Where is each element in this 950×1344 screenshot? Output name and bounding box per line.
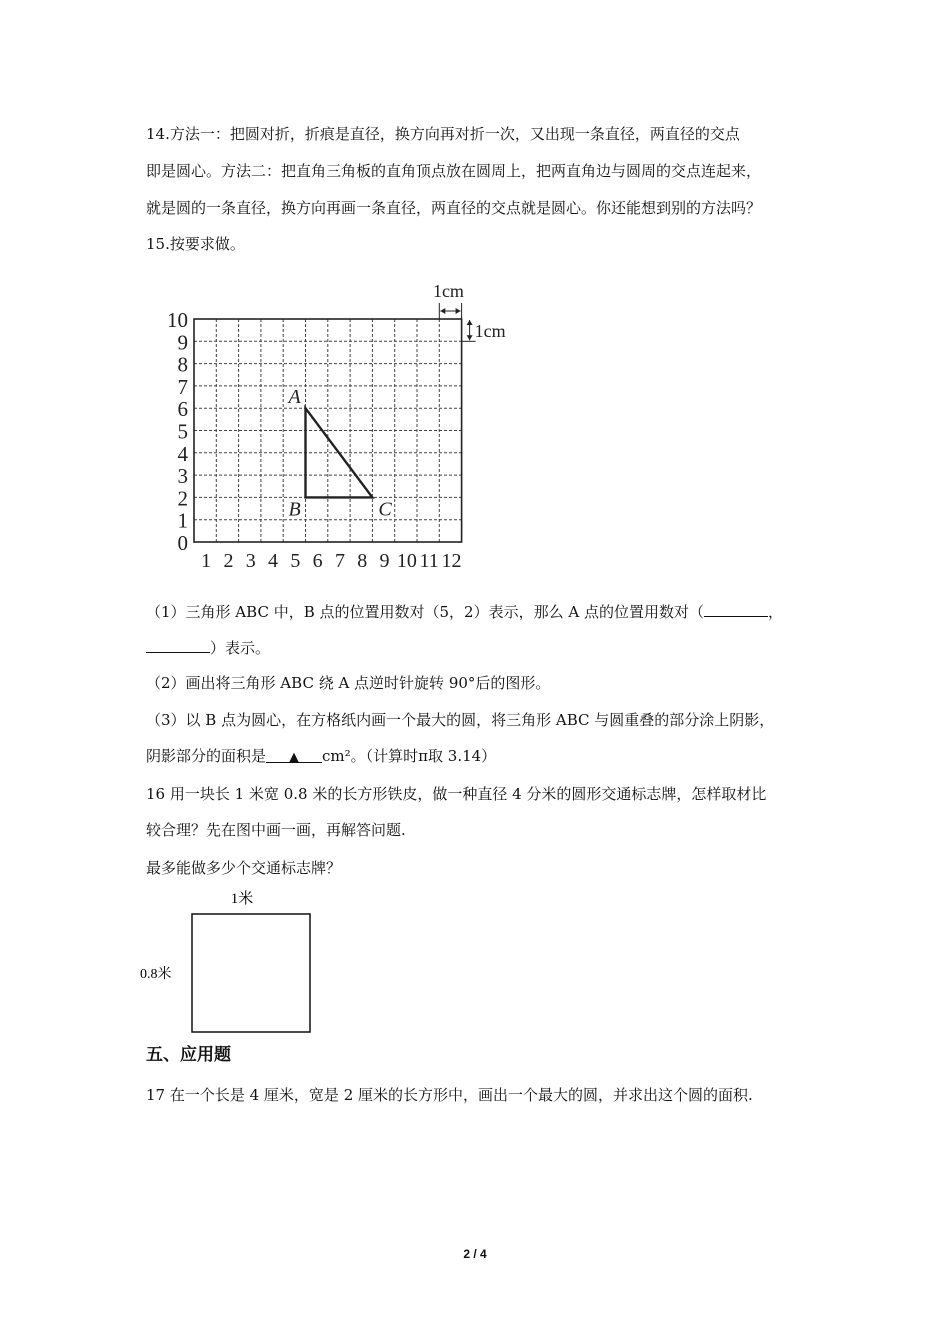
y-axis-labels: [167, 308, 189, 555]
q15-part1-text-c: ）表示。: [210, 639, 271, 657]
vertex-label-a: A: [288, 386, 301, 409]
x-axis-labels: [201, 550, 461, 572]
iron-sheet-rectangle: [192, 914, 310, 1032]
q14-line-3: 就是圆的一条直径，换方向再画一条直径，两直径的交点就是圆心。你还能想到别的方法吗？: [146, 199, 762, 217]
q15-part2: （2）画出将三角形 ABC 绕 A 点逆时针旋转 90°后的图形。: [146, 674, 551, 692]
y-tick-label: 10: [167, 308, 188, 332]
q15-part3-text-b: cm²。（计算时π取 3.14）: [322, 747, 497, 765]
y-tick-label: 2: [177, 486, 188, 511]
q15-part1-line1: [146, 600, 783, 622]
triangle-mark-icon: ▲: [289, 750, 300, 765]
q16-line-1: 16 用一块长 1 米宽 0.8 米的长方形铁皮，做一种直径 4 分米的圆形交通标志牌，怎样取材比: [146, 785, 767, 803]
x-tick-label: 8: [357, 550, 368, 572]
y-tick-label: 0: [177, 531, 188, 555]
x-tick-label: 9: [379, 550, 390, 572]
answer-blank-area[interactable]: [266, 746, 322, 763]
x-tick-label: 12: [441, 550, 462, 572]
y-tick-label: 3: [177, 464, 188, 489]
rect-width-label: 1米: [230, 891, 254, 907]
triangle-abc: [287, 386, 393, 520]
x-tick-label: 5: [290, 550, 301, 572]
y-tick-label: 8: [177, 352, 188, 377]
x-tick-label: 7: [334, 550, 345, 572]
q16-line-3: 最多能做多少个交通标志牌？: [146, 859, 342, 877]
unit-h-label: 1cm: [432, 281, 464, 301]
rectangle-figure: [138, 882, 328, 1038]
q15-part1-text-a: （1）三角形 ABC 中，B 点的位置用数对（5，2）表示，那么 A 点的位置用数对（: [146, 603, 704, 621]
rect-height-label: 0.8米: [140, 967, 172, 982]
vertex-label-c: C: [378, 498, 392, 521]
unit-v-arrowhead-bottom: [467, 335, 473, 340]
y-tick-label: 7: [177, 374, 188, 399]
q14-line-2: 即是圆心。方法二：把直角三角板的直角顶点放在圆周上，把两直角边与圆周的交点连起来，: [146, 162, 762, 180]
coordinate-grid-figure: [150, 280, 530, 580]
answer-blank-a-x[interactable]: [704, 600, 768, 617]
unit-h-arrowhead-right: [456, 308, 461, 314]
y-tick-label: 1: [177, 508, 188, 533]
unit-h-arrowhead-left: [440, 308, 445, 314]
unit-v-arrowhead-top: [467, 320, 473, 325]
q17-line-1: 17 在一个长是 4 厘米，宽是 2 厘米的长方形中，画出一个最大的圆，并求出这个圆的面积.: [146, 1086, 753, 1104]
y-tick-label: 6: [177, 397, 188, 422]
y-tick-label: 5: [177, 419, 188, 444]
x-tick-label: 1: [201, 550, 212, 572]
q15-part3-line1: （3）以 B 点为圆心，在方格纸内画一个最大的圆，将三角形 ABC 与圆重叠的部分涂上阴影，: [146, 711, 775, 729]
q16-line-2: 较合理？先在图中画一画，再解答问题.: [146, 821, 406, 839]
x-tick-label: 3: [245, 550, 256, 572]
vertex-label-b: B: [288, 498, 301, 521]
q15-title: 15.按要求做。: [146, 235, 245, 253]
y-tick-label: 9: [177, 330, 188, 355]
x-tick-label: 11: [419, 550, 439, 572]
section-5-title: 五、应用题: [146, 1045, 231, 1065]
q14-line-1: 14.方法一：把圆对折，折痕是直径，换方向再对折一次，又出现一条直径，两直径的交点: [146, 125, 740, 143]
x-tick-label: 6: [312, 550, 323, 572]
unit-v-label: 1cm: [474, 321, 506, 342]
x-tick-label: 10: [396, 550, 417, 572]
x-tick-label: 2: [223, 550, 234, 572]
q15-part1-line2: [146, 636, 270, 658]
q15-part3-text-a: 阴影部分的面积是: [146, 747, 267, 765]
y-tick-label: 4: [177, 441, 188, 466]
grid-lines: [194, 319, 462, 542]
page-number: 2 / 4: [463, 1247, 487, 1261]
q15-part1-comma: ，: [767, 603, 783, 621]
q15-part3-line2: [146, 746, 496, 766]
x-tick-label: 4: [268, 550, 279, 572]
answer-blank-a-y[interactable]: [146, 636, 210, 653]
unit-markers: [433, 281, 506, 341]
